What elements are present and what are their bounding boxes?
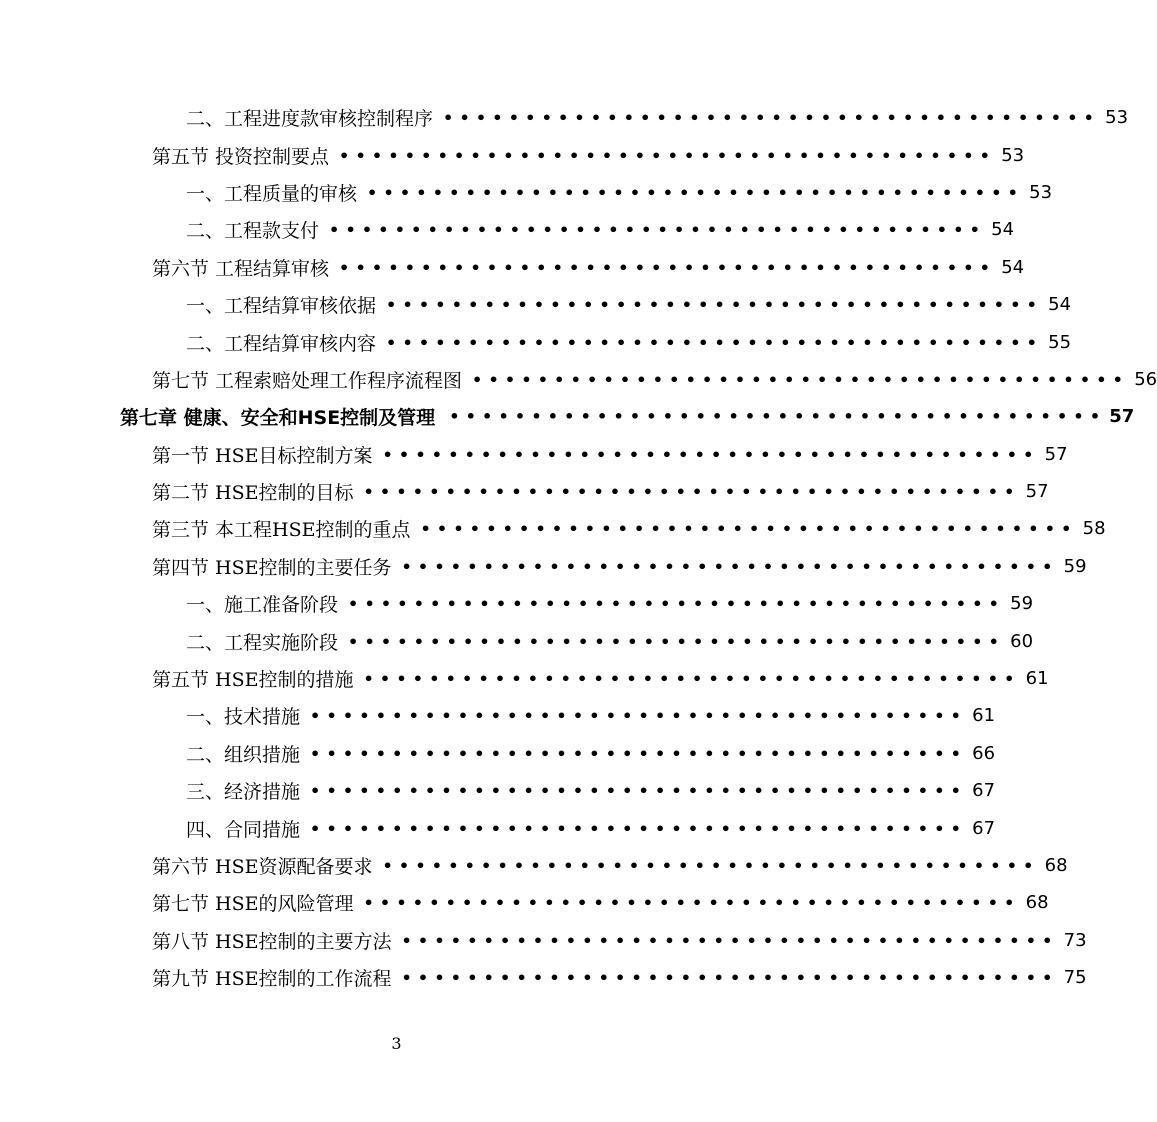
toc-dot-leader: •••••••••••••••••••••••••••••••••••••••• bbox=[386, 332, 1044, 352]
toc-section-entry[interactable] bbox=[0, 510, 1106, 547]
toc-section-entry[interactable] bbox=[0, 136, 1025, 173]
toc-section-entry[interactable] bbox=[0, 361, 1157, 398]
toc-dot-leader: •••••••••••••••••••••••••••••••••••••••• bbox=[472, 369, 1130, 389]
toc-entry-page-number: 56 bbox=[1134, 368, 1157, 390]
toc-dot-leader: •••••••••••••••••••••••••••••••••••••••• bbox=[367, 182, 1025, 202]
toc-entry-page-number: 53 bbox=[1105, 107, 1129, 129]
toc-subsection-entry[interactable] bbox=[0, 809, 996, 846]
toc-entry-page-number: 67 bbox=[972, 817, 996, 839]
toc-dot-leader: •••••••••••••••••••••••••••••••••••••••• bbox=[363, 669, 1021, 689]
toc-dot-leader: •••••••••••••••••••••••••••••••••••••••• bbox=[310, 818, 968, 838]
toc-entry-page-number: 59 bbox=[1063, 555, 1087, 577]
toc-entry-label: 第七节 HSE的风险管理 bbox=[152, 893, 354, 916]
toc-entry-page-number: 54 bbox=[991, 219, 1015, 241]
toc-section-entry[interactable] bbox=[0, 884, 1049, 921]
toc-dot-leader: •••••••••••••••••••••••••••••••••••••••• bbox=[348, 631, 1006, 651]
toc-entry-label: 一、施工准备阶段 bbox=[186, 594, 339, 617]
toc-subsection-entry[interactable] bbox=[0, 174, 1053, 211]
toc-entry-page-number: 58 bbox=[1082, 518, 1106, 540]
toc-dot-leader: •••••••••••••••••••••••••••••••••••••••• bbox=[382, 856, 1040, 875]
toc-entry-label: 第五节 HSE控制的措施 bbox=[152, 669, 354, 692]
toc-dot-leader: •••••••••••••••••••••••••••••••••••••••• bbox=[386, 295, 1044, 315]
toc-subsection-entry[interactable] bbox=[0, 211, 1015, 248]
toc-entry-label: 第七章 健康、安全和HSE控制及管理 bbox=[120, 407, 436, 430]
toc-entry-page-number: 57 bbox=[1109, 406, 1135, 428]
toc-section-entry[interactable] bbox=[0, 548, 1087, 585]
toc-entry-page-number: 55 bbox=[1048, 331, 1072, 353]
toc-entry-label: 第五节 投资控制要点 bbox=[152, 145, 330, 168]
toc-entry-label: 二、工程结算审核内容 bbox=[186, 332, 377, 355]
toc-entry-label: 四、合同措施 bbox=[186, 818, 301, 841]
toc-entry-label: 第九节 HSE控制的工作流程 bbox=[152, 968, 392, 991]
toc-entry-page-number: 53 bbox=[1029, 181, 1053, 203]
toc-entry-page-number: 57 bbox=[1025, 481, 1049, 503]
toc-entry-page-number: 67 bbox=[972, 780, 996, 802]
toc-entry-page-number: 53 bbox=[1001, 144, 1025, 166]
toc-section-entry[interactable] bbox=[0, 922, 1087, 959]
toc-entry-label: 第八节 HSE控制的主要方法 bbox=[152, 930, 392, 953]
toc-subsection-entry[interactable] bbox=[0, 323, 1072, 360]
toc-dot-leader: •••••••••••••••••••••••••••••••••••••••• bbox=[339, 257, 997, 277]
toc-entry-label: 第六节 工程结算审核 bbox=[152, 257, 330, 280]
toc-dot-leader: •••••••••••••••••••••••••••••••••••••••• bbox=[348, 594, 1006, 614]
table-of-contents bbox=[0, 99, 1157, 996]
toc-dot-leader: •••••••••••••••••••••••••••••••••••••••• bbox=[363, 893, 1021, 913]
toc-chapter-entry[interactable] bbox=[0, 398, 1135, 435]
toc-subsection-entry[interactable] bbox=[0, 585, 1034, 622]
toc-dot-leader: •••••••••••••••••••••••••••••••••••••••• bbox=[401, 556, 1059, 576]
toc-subsection-entry[interactable] bbox=[0, 735, 996, 772]
toc-section-entry[interactable] bbox=[0, 436, 1068, 473]
toc-entry-label: 二、组织措施 bbox=[186, 743, 301, 766]
toc-entry-page-number: 54 bbox=[1048, 294, 1072, 316]
toc-entry-label: 二、工程款支付 bbox=[186, 220, 320, 243]
toc-dot-leader: •••••••••••••••••••••••••••••••••••••••• bbox=[329, 220, 987, 240]
toc-entry-label: 第六节 HSE资源配备要求 bbox=[152, 856, 373, 878]
toc-subsection-entry[interactable] bbox=[0, 772, 996, 809]
toc-section-entry[interactable] bbox=[0, 249, 1025, 286]
toc-subsection-entry[interactable] bbox=[0, 286, 1072, 323]
toc-section-entry[interactable] bbox=[0, 660, 1049, 697]
toc-section-entry[interactable] bbox=[0, 473, 1049, 510]
toc-entry-page-number: 54 bbox=[1001, 256, 1025, 278]
toc-subsection-entry[interactable] bbox=[0, 99, 1129, 136]
toc-entry-page-number: 61 bbox=[972, 705, 996, 727]
toc-entry-page-number: 68 bbox=[1025, 892, 1049, 914]
toc-entry-label: 第三节 本工程HSE控制的重点 bbox=[152, 519, 411, 542]
toc-section-entry[interactable] bbox=[0, 847, 1068, 884]
toc-entry-label: 一、技术措施 bbox=[186, 706, 301, 729]
page-number: 3 bbox=[391, 1034, 402, 1053]
toc-section-entry[interactable] bbox=[0, 959, 1087, 996]
toc-dot-leader: •••••••••••••••••••••••••••••••••••••••• bbox=[310, 706, 968, 726]
toc-dot-leader: •••••••••••••••••••••••••••••••••••••••• bbox=[401, 968, 1059, 988]
toc-entry-label: 第二节 HSE控制的目标 bbox=[152, 482, 354, 505]
toc-entry-label: 三、经济措施 bbox=[186, 781, 301, 804]
toc-dot-leader: •••••••••••••••••••••••••••••••••••••••• bbox=[310, 781, 968, 801]
toc-dot-leader: •••••••••••••••••••••••••••••••••••••••• bbox=[363, 482, 1021, 502]
toc-dot-leader: •••••••••••••••••••••••••••••••••••••••• bbox=[449, 407, 1107, 427]
toc-entry-page-number: 73 bbox=[1063, 929, 1087, 951]
toc-dot-leader: •••••••••••••••••••••••••••••••••••••••• bbox=[382, 444, 1040, 464]
toc-entry-label: 二、工程进度款审核控制程序 bbox=[186, 108, 434, 131]
toc-dot-leader: •••••••••••••••••••••••••••••••••••••••• bbox=[339, 145, 997, 165]
toc-entry-page-number: 61 bbox=[1025, 668, 1049, 690]
toc-entry-label: 二、工程实施阶段 bbox=[186, 631, 339, 654]
toc-entry-label: 第一节 HSE目标控制方案 bbox=[152, 444, 373, 467]
toc-entry-page-number: 66 bbox=[972, 742, 996, 764]
toc-dot-leader: •••••••••••••••••••••••••••••••••••••••• bbox=[401, 930, 1059, 950]
toc-dot-leader: •••••••••••••••••••••••••••••••••••••••• bbox=[420, 519, 1078, 539]
toc-entry-label: 第七节 工程索赔处理工作程序流程图 bbox=[152, 369, 463, 392]
toc-dot-leader: •••••••••••••••••••••••••••••••••••••••• bbox=[443, 108, 1101, 128]
toc-dot-leader: •••••••••••••••••••••••••••••••••••••••• bbox=[310, 743, 968, 763]
toc-entry-page-number: 68 bbox=[1044, 855, 1068, 876]
toc-entry-page-number: 75 bbox=[1063, 967, 1087, 989]
toc-entry-page-number: 57 bbox=[1044, 443, 1068, 465]
toc-entry-label: 第四节 HSE控制的主要任务 bbox=[152, 556, 392, 579]
toc-entry-label: 一、工程质量的审核 bbox=[186, 182, 358, 205]
toc-subsection-entry[interactable] bbox=[0, 697, 996, 734]
toc-entry-page-number: 60 bbox=[1010, 630, 1034, 652]
toc-entry-label: 一、工程结算审核依据 bbox=[186, 295, 377, 318]
toc-entry-page-number: 59 bbox=[1010, 593, 1034, 615]
toc-subsection-entry[interactable] bbox=[0, 622, 1034, 659]
